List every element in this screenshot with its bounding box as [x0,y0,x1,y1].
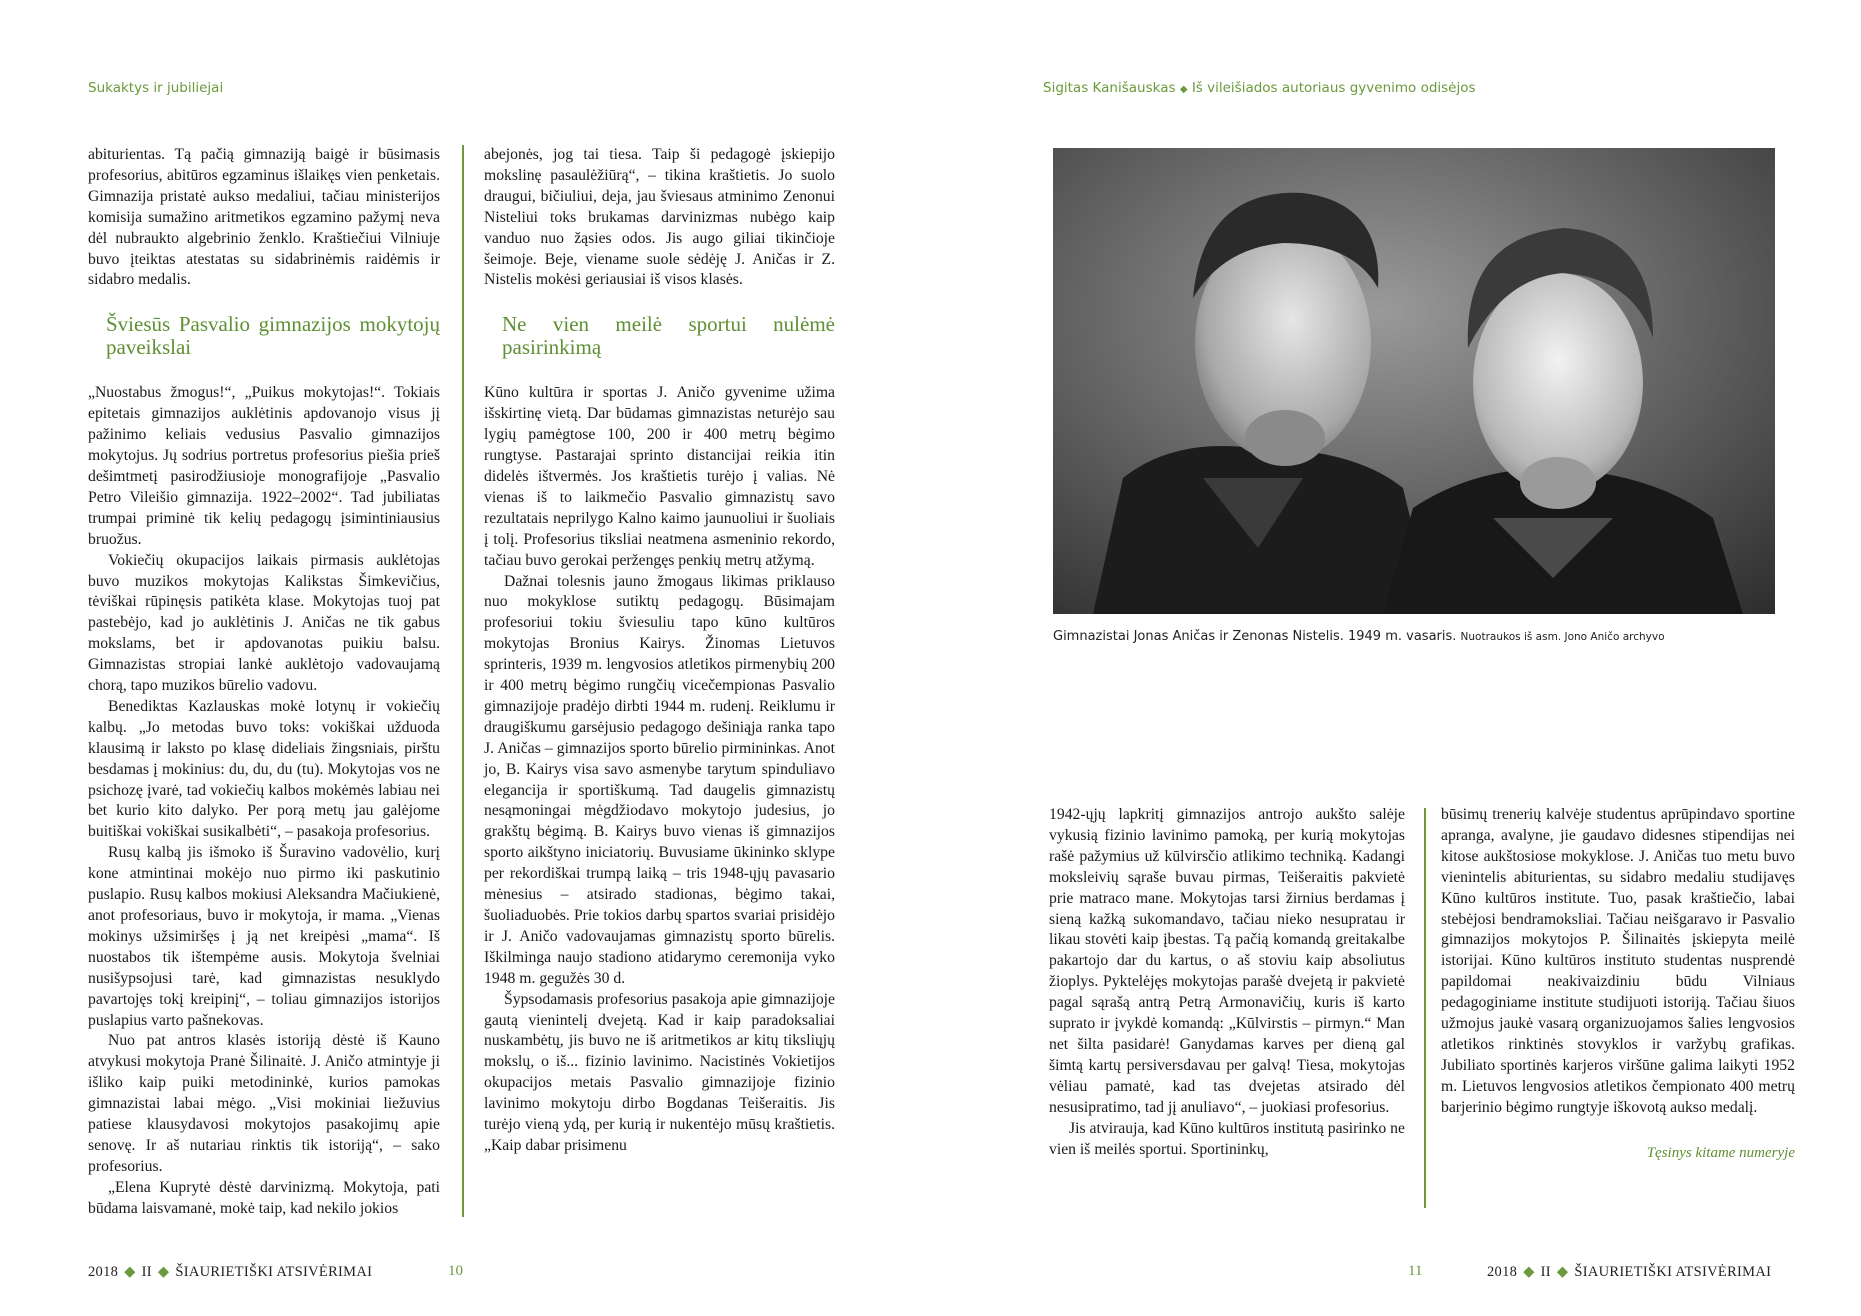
footer-magazine: ŠIAURIETIŠKI ATSIVĖRIMAI [1574,1264,1772,1280]
paragraph: 1942-ųjų lapkritį gimnazijos antrojo aukšto salėje vykusią fizinio lavinimo pamoką, per kurią mokytojas rašė pažymius už kūlvirsčio atlikimo techniką. Kadangi moksleivių sąraše buvau pirmas, Teišeraitis pakvietė prie matraco mane. Mokytojas tarsi žirnius berdamas į sieną kažką sukomandavo, tačiau nieko nesupratau ir likau stovėti kaip įbestas. Tą pačią komandą greitakalbe pakartojo dar du kartus, o aš stoviu kaip absoliutus žioplys. Pyktelėjęs mokytojas parašė dvejetą ir pakvietė pagal sąrašą antrą Petrą Armonavičių, kuris iš karto suprato ir įvykdė komandą: „Kūlvirstis – pirmyn.“ Man net šilta pasidarė! Ganydamas karves per dieną gal šimtą kartų persiversdavau per galvą! Tiesa, mokytojas vėliau pamatė, kad tas dvejetas atsirado dėl nesusipratimo, tad jį anuliavo“, – juokiasi profesorius. [1049,806,1405,1116]
footer-year: 2018 [1487,1264,1518,1280]
paragraph: Nuo pat antros klasės istoriją dėstė iš Kauno atvykusi mokytoja Pranė Šilinaitė. J. Aničo atmintyje ji išliko kaip puiki metodininkė, kurios pamokas gimnazistai labai mėgo. „Visi mokiniai liežuvius patiese klausydavosi mokytojos pasakojimų apie senovę. Ir aš nutariau rinktis tik istoriją“, – sako profesorius. [88,1032,440,1175]
page-number-right: 11 [1408,1263,1423,1279]
portrait-photo [1053,148,1775,614]
paragraph: abejonės, jog tai tiesa. Taip ši pedagogė įskiepijo mokslinę pasaulėžiūrą“, – tikina kraštietis. Jo suolo draugui, bičiuliui, deja, jau šviesaus atminimo Zenonui Nisteliui toks brukamas darvinizmas nubėgo kaip vanduo nuo žąsies odos. Jis augo giliai tikinčioje šeimoje. Beje, viename suole sėdėję J. Aničas ir Z. Nistelis mokėsi geriausiai iš visos klasės. [484,146,835,289]
diamond-icon: ◆ [1556,1264,1569,1280]
photo-source: Nuotraukos iš asm. Jono Aničo archyvo [1460,631,1665,643]
header-article-title: Iš vileišiados autoriaus gyvenimo odisėjos [1191,80,1476,96]
photo-caption [1053,629,1665,644]
running-header-right [1043,80,1476,96]
column-4 [1441,805,1795,1164]
paragraph: Jis atvirauja, kad Kūno kultūros institutą pasirinko ne vien iš meilės sportui. Sportininkų, [1049,1119,1405,1158]
paragraph: „Nuostabus žmogus!“, „Puikus mokytojas!“. Tokiais epitetais gimnazijos auklėtinis apdovanojo visus jį pažinimo keliais vedusius Pasvalio gimnazijos mokytojus. Jų sodrius portretus profesorius piešia prieš dešimtmetį pasirodžiusioje monografijoje „Pasvalio Petro Vileišio gimnazija. 1922–2002“. Tad jubiliatas trumpai priminė tik kelių pedagogų įsimintiniausius bruožus. [88,384,440,548]
continued-note: Tęsinys kitame numeryje [1646,1144,1795,1161]
section-heading: Šviesūs Pasvalio gimnazijos mokytojų paveikslai [106,312,440,360]
page-number-left: 10 [448,1263,463,1279]
column-divider [462,145,464,1217]
diamond-icon: ◆ [124,1264,136,1280]
caption-text: Gimnazistai Jonas Aničas ir Zenonas Nistelis. 1949 m. vasaris. [1053,629,1457,644]
diamond-icon: ◆ [1523,1264,1535,1280]
footer-magazine: ŠIAURIETIŠKI ATSIVĖRIMAI [175,1264,373,1280]
column-2 [484,145,835,1157]
photo-illustration [1053,148,1775,614]
column-divider [1424,808,1426,1208]
paragraph: „Elena Kuprytė dėstė darvinizmą. Mokytoja, pati būdama laisvamanė, mokė taip, kad nekilo jokios [88,1178,440,1217]
footer-right [1487,1264,1771,1281]
section-heading: Ne vien meilė sportui nulėmė pasirinkimą [502,312,835,360]
paragraph: Benediktas Kazlauskas mokė lotynų ir vokiečių kalbų. „Jo metodas buvo toks: vokiškai užduoda klausimą ir laksto po klasę dideliais žingsniais, pirštu besdamas į mokinius: du, du, du (tu). Mokytojas vos ne psichozę įvarė, tad vokiečių kalbos mokėmės labiau nei bet kurio kito dalyko. Per porą metų jau galėjome buitiškai vokiškai susikalbėti“, – pasakoja profesorius. [88,697,440,841]
paragraph: abiturientas. Tą pačią gimnaziją baigė ir būsimasis profesorius, abitūros egzaminus išlaikęs vien penketais. Gimnazija pristatė aukso medaliui, tačiau ministerijos komisija sumažino aritmetikos egzamino pažymį neva dėl nubraukto algebrinio ženklo. Kraštiečiui Vilniuje buvo įteiktas atestatas su sidabrinėmis raidėmis ir sidabro medalis. [88,146,440,289]
header-author: Sigitas Kanišauskas [1043,80,1176,96]
paragraph: būsimų trenerių kalvėje studentus aprūpindavo sportine apranga, avalyne, jie gaudavo didesnes stipendijas nei kitose aukštosiose mokyklose. J. Aničas tuo metu buvo vienintelis abiturientas, su sidabro medaliu studijavęs Kūno kultūros institute. Tuo, pasak kraštiečio, labai stebėjosi bendramoksliai. Tačiau neišgaravo ir Pasvalio gimnazijos mokytojos P. Šilinaitės įskiepyta meilė istorijai. Kūno kultūros instituto studentas nusprendė papildomai neakivaizdiniu būdu Vilniaus pedagoginiame institute studijuoti istoriją. Tačiau šiuos užmojus jaukė vasarą organizuojamos šalies lengvosios atletikos rinktinės stovyklos ir varžybų grafikas. Jubiliato sportinės karjeros viršūne galima laikyti 1952 m. Lietuvos lengvosios atletikos čempionato 400 metrų barjerinio bėgimo rungtyje iškovotą aukso medalį. [1441,806,1795,1116]
footer-issue: II [141,1264,152,1280]
paragraph: Vokiečių okupacijos laikais pirmasis auklėtojas buvo muzikos mokytojas Kalikstas Šimkevičius, tėviškai rūpinęsis patikėta klase. Mokytojas tuoj pat pastebėjo, kad jo auklėtinis J. Aničas ne tik gabus mokslams, bet ir apdovanotas puikiu balsu. Gimnazistas stropiai lankė auklėtojo vadovaujamą chorą, tapo muzikos būrelio vadovu. [88,551,440,695]
paragraph: Šypsodamasis profesorius pasakoja apie gimnazijoje gautą vienintelį dvejetą. Kad ir kaip paradoksaliai nuskambėtų, jis buvo ne iš aritmetikos ar kitų tiksliųjų mokslų, o iš... fizinio lavinimo. Nacistinės Vokietijos okupacijos metais Pasvalio gimnazijoje fizinio lavinimo mokytoju dirbo Bogdanas Teišeraitis. Jis turėjo vieną ydą, per kurią ir nukentėjo mūsų kraštietis. „Kaip dabar prisimenu [484,990,835,1154]
diamond-icon: ◆ [1179,84,1188,95]
paragraph: Dažnai tolesnis jauno žmogaus likimas priklauso nuo mokyklose sutiktų pedagogų. Būsimajam profesoriui tokiu šviesuliu tapo kūno kultūros mokytojas Bronius Kairys. Žinomas Lietuvos sprinteris, 1939 m. lengvosios atletikos pirmenybių 200 ir 400 metrų bėgimo rungčių vicečempionas Pasvalio gimnazijoje pradėjo dirbti 1944 m. rudenį. Reiklumu ir draugiškumu garsėjusio pedagogo dešiniąja ranka tapo J. Aničas – gimnazijos sporto būrelio pirmininkas. Anot jo, B. Kairys visa savo asmenybe tarytum spinduliavo elegancija ir sportiškumą. Tad daugelis gimnazistų nesąmoningai mėgdžiodavo mokytojo judesius, jo grakštų bėgimą. B. Kairys buvo vienas iš gimnazijos sporto aikštyno iniciatorių. Buvusiame ūkininko sklype per rekordiškai trumpą laiką – tris 1948-ųjų pavasario mėnesius – atsirado stadionas, bėgimo takai, šuoliaduobės. Prie tokios darbų spartos svariai prisidėjo ir J. Aničo vadovaujamas gimnazistų sporto būrelis. Iškilminga naujo stadiono atidarymo ceremonija vyko 1948 m. gegužės 30 d. [484,572,835,987]
running-header-left: Sukaktys ir jubiliejai [88,80,224,96]
column-3 [1049,805,1405,1160]
footer-issue: II [1540,1264,1551,1280]
footer-left [88,1264,372,1281]
paragraph: Kūno kultūra ir sportas J. Aničo gyvenime užima išskirtinę vietą. Dar būdamas gimnazistas neturėjo sau lygių pamėgtose 100, 200 ir 400 metrų bėgimo rungtyse. Pastarajai sprinto distancijai reikia itin didelės ištvermės. Jos kraštietis turėjo į valias. Nė vienas iš to laikmečio Pasvalio gimnazistų savo rezultatais neprilygo Kalno kaimo jaunuoliui ir šuoliais į tolį. Profesorius tiksliai neatmena asmeninio rekordo, tačiau buvo gerokai peržengęs penkių metrų atžymą. [484,384,835,569]
diamond-icon: ◆ [157,1264,170,1280]
footer-year: 2018 [88,1264,119,1280]
paragraph: Rusų kalbą jis išmoko iš Šuravino vadovėlio, kurį kone atmintinai mokėjo nuo pirmo iki paskutinio puslapio. Rusų kalbos mokiusi Aleksandra Mačiukienė, anot profesoriaus, buvo ir mokytoja, ir mama. „Vienas mokinys užsimiršęs į ją net kreipėsi „mama“. Iš nuostabos tik ištempėme ausis. Mokytoja švelniai nusišypsojusi tarė, kad gimnazistas nesuklydo pavartojęs tokį kreipinį“, – toliau gimnazijos istorijos puslapius varto pašnekovas. [88,844,440,1029]
column-1 [88,145,440,1220]
